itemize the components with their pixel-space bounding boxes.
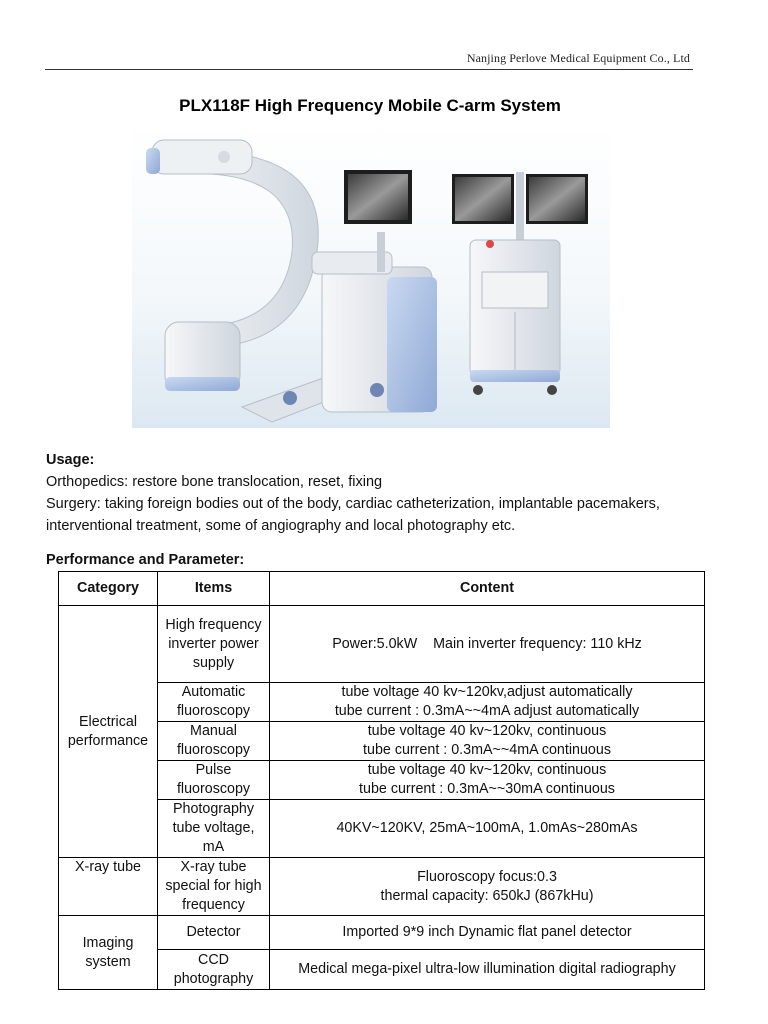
usage-line: interventional treatment, some of angiography and local photography etc.: [46, 518, 516, 534]
page-title: PLX118F High Frequency Mobile C-arm System: [179, 96, 561, 115]
usage-section: [46, 449, 726, 537]
item-cell: Pulse fluoroscopy: [158, 761, 270, 800]
table-row: [59, 858, 705, 916]
content-cell: [270, 606, 705, 683]
content-line: tube voltage 40 kv~120kv, continuous: [367, 723, 607, 739]
content-line: Power:5.0kW Main inverter frequency: 110 kHz: [332, 635, 642, 652]
performance-heading: Performance and Parameter:: [46, 552, 245, 568]
content-line: tube voltage 40 kv~120kv, continuous: [367, 762, 607, 778]
content-cell: [270, 683, 705, 722]
item-cell: X-ray tube special for high frequency: [158, 858, 270, 916]
category-cell: Imaging system: [59, 916, 158, 990]
table-row: [59, 916, 705, 950]
content-line: tube current : 0.3mA~~30mA continuous: [359, 781, 615, 797]
item-cell: Detector: [158, 916, 270, 950]
header-rule: [45, 69, 693, 70]
table-row: [59, 606, 705, 683]
item-cell: Manual fluoroscopy: [158, 722, 270, 761]
content-line: thermal capacity: 650kJ (867kHu): [380, 887, 594, 904]
category-cell: Electrical performance: [59, 606, 158, 858]
content-cell: Imported 9*9 inch Dynamic flat panel detector: [270, 916, 705, 950]
item-cell: High frequency inverter power supply: [158, 606, 270, 683]
column-header: Content: [270, 572, 705, 606]
table-header-row: [59, 572, 705, 606]
column-header: Category: [59, 572, 158, 606]
product-photo: [132, 122, 610, 428]
item-cell: Automatic fluoroscopy: [158, 683, 270, 722]
usage-line: Surgery: taking foreign bodies out of the body, cardiac catheterization, implantable pacemakers,: [46, 496, 660, 512]
content-cell: [270, 722, 705, 761]
company-name: Nanjing Perlove Medical Equipment Co., Ltd: [466, 51, 690, 65]
item-cell: Photography tube voltage, mA: [158, 800, 270, 858]
category-cell: X-ray tube: [59, 858, 158, 916]
content-cell: [270, 761, 705, 800]
spec-table: [58, 571, 705, 990]
column-header: Items: [158, 572, 270, 606]
usage-line: Orthopedics: restore bone translocation, reset, fixing: [46, 474, 383, 490]
content-line: tube current : 0.3mA~~4mA adjust automatically: [334, 703, 640, 719]
content-cell: 40KV~120KV, 25mA~100mA, 1.0mAs~280mAs: [270, 800, 705, 858]
content-line: tube current : 0.3mA~~4mA continuous: [363, 742, 611, 758]
content-line: Fluoroscopy focus:0.3: [417, 868, 557, 885]
content-cell: [270, 858, 705, 916]
usage-heading: Usage:: [46, 452, 95, 468]
content-line: tube voltage 40 kv~120kv,adjust automatically: [341, 684, 633, 700]
item-cell: CCD photography: [158, 950, 270, 990]
content-cell: Medical mega-pixel ultra-low illumination digital radiography: [270, 950, 705, 990]
